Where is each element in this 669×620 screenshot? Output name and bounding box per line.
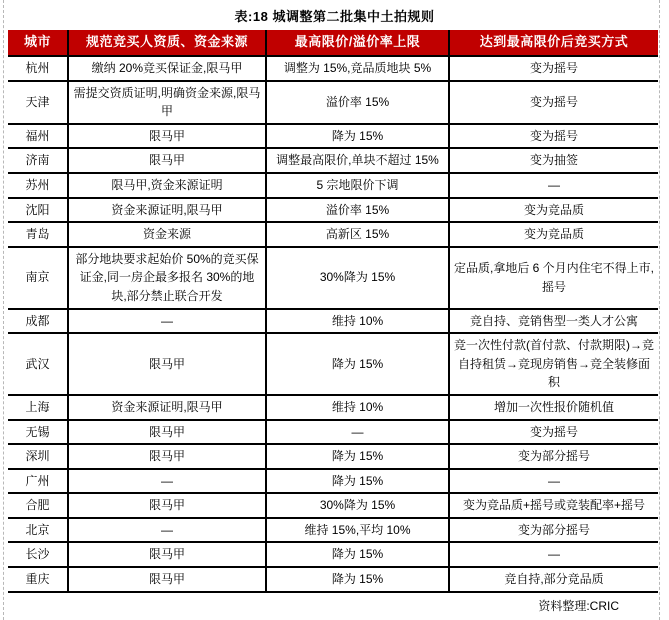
table-cell: —	[68, 469, 266, 494]
column-header: 最高限价/溢价率上限	[266, 30, 449, 56]
table-row	[8, 395, 658, 420]
city-cell: 天津	[8, 81, 68, 124]
table-cell: 限马甲	[68, 148, 266, 173]
table-cell: 资金来源证明,限马甲	[68, 198, 266, 223]
table-row	[8, 247, 658, 309]
city-cell: 重庆	[8, 567, 68, 592]
table-row	[8, 309, 658, 334]
table-cell: 维持 10%	[266, 309, 449, 334]
table-row	[8, 81, 658, 124]
table-cell: 溢价率 15%	[266, 198, 449, 223]
table-cell: 增加一次性报价随机值	[449, 395, 658, 420]
table-cell: —	[68, 518, 266, 543]
table-cell: 部分地块要求起始价 50%的竞买保证金,同一房企最多报名 30%的地块,部分禁止联合开发	[68, 247, 266, 309]
table-cell: 30%降为 15%	[266, 493, 449, 518]
table-cell: 定品质,拿地后 6 个月内住宅不得上市,摇号	[449, 247, 658, 309]
city-cell: 沈阳	[8, 198, 68, 223]
table-cell: 降为 15%	[266, 469, 449, 494]
table-row	[8, 518, 658, 543]
table-cell: 需提交资质证明,明确资金来源,限马甲	[68, 81, 266, 124]
table-cell: 限马甲	[68, 567, 266, 592]
table-cell: 变为抽签	[449, 148, 658, 173]
table-cell: 变为摇号	[449, 420, 658, 445]
table-cell: 缴纳 20%竞买保证金,限马甲	[68, 56, 266, 81]
city-cell: 南京	[8, 247, 68, 309]
table-cell: 降为 15%	[266, 567, 449, 592]
table-cell: 变为摇号	[449, 81, 658, 124]
city-cell: 苏州	[8, 173, 68, 198]
city-cell: 北京	[8, 518, 68, 543]
source-note: 资料整理:CRIC	[538, 598, 619, 613]
city-cell: 长沙	[8, 542, 68, 567]
table-title: 表:18 城调整第二批集中土拍规则	[234, 9, 435, 24]
table-row	[8, 333, 658, 395]
table-cell: —	[449, 173, 658, 198]
table-cell: 变为竞品质	[449, 198, 658, 223]
table-cell: 变为摇号	[449, 56, 658, 81]
land-auction-rules-table	[8, 30, 658, 593]
table-row	[8, 469, 658, 494]
column-header: 城市	[8, 30, 68, 56]
city-cell: 武汉	[8, 333, 68, 395]
city-cell: 杭州	[8, 56, 68, 81]
table-cell: 高新区 15%	[266, 222, 449, 247]
city-cell: 广州	[8, 469, 68, 494]
city-cell: 深圳	[8, 444, 68, 469]
column-header: 规范竞买人资质、资金来源	[68, 30, 266, 56]
table-row	[8, 124, 658, 149]
table-row	[8, 542, 658, 567]
city-cell: 无锡	[8, 420, 68, 445]
table-cell: 限马甲	[68, 333, 266, 395]
table-cell: —	[68, 309, 266, 334]
table-row	[8, 222, 658, 247]
header-row	[8, 30, 658, 56]
table-cell: 维持 15%,平均 10%	[266, 518, 449, 543]
table-cell: 降为 15%	[266, 124, 449, 149]
table-cell: —	[449, 469, 658, 494]
table-row	[8, 56, 658, 81]
table-cell: 竞一次性付款(首付款、付款期限)→竞自持租赁→竞现房销售→竞全装修面积	[449, 333, 658, 395]
table-cell: 限马甲	[68, 493, 266, 518]
page-break-guide-left	[3, 0, 4, 620]
table-cell: 维持 10%	[266, 395, 449, 420]
city-cell: 上海	[8, 395, 68, 420]
table-row	[8, 567, 658, 592]
table-cell: 降为 15%	[266, 542, 449, 567]
table-cell: 降为 15%	[266, 444, 449, 469]
table-cell: 资金来源	[68, 222, 266, 247]
table-row	[8, 493, 658, 518]
table-cell: —	[266, 420, 449, 445]
table-cell: 限马甲	[68, 444, 266, 469]
table-cell: 竞自持、竞销售型一类人才公寓	[449, 309, 658, 334]
table-cell: 溢价率 15%	[266, 81, 449, 124]
table-cell: 降为 15%	[266, 333, 449, 395]
table-cell: 限马甲	[68, 542, 266, 567]
table-row	[8, 444, 658, 469]
city-cell: 成都	[8, 309, 68, 334]
table-row	[8, 148, 658, 173]
page-break-guide-right	[659, 0, 660, 620]
table-cell: 变为部分摇号	[449, 518, 658, 543]
city-cell: 合肥	[8, 493, 68, 518]
table-cell: 变为竞品质	[449, 222, 658, 247]
table-row	[8, 420, 658, 445]
city-cell: 福州	[8, 124, 68, 149]
city-cell: 济南	[8, 148, 68, 173]
table-cell: 竞自持,部分竞品质	[449, 567, 658, 592]
table-cell: 资金来源证明,限马甲	[68, 395, 266, 420]
table-cell: 变为竞品质+摇号或竞装配率+摇号	[449, 493, 658, 518]
table-cell: 变为摇号	[449, 124, 658, 149]
table-cell: 变为部分摇号	[449, 444, 658, 469]
table-body	[8, 56, 658, 592]
table-row	[8, 198, 658, 223]
table-row	[8, 173, 658, 198]
table-cell: 限马甲	[68, 124, 266, 149]
table-cell: —	[449, 542, 658, 567]
city-cell: 青岛	[8, 222, 68, 247]
table-cell: 限马甲	[68, 420, 266, 445]
table-cell: 30%降为 15%	[266, 247, 449, 309]
column-header: 达到最高限价后竞买方式	[449, 30, 658, 56]
table-cell: 5 宗地限价下调	[266, 173, 449, 198]
table-cell: 限马甲,资金来源证明	[68, 173, 266, 198]
table-cell: 调整为 15%,竞品质地块 5%	[266, 56, 449, 81]
table-cell: 调整最高限价,单块不超过 15%	[266, 148, 449, 173]
